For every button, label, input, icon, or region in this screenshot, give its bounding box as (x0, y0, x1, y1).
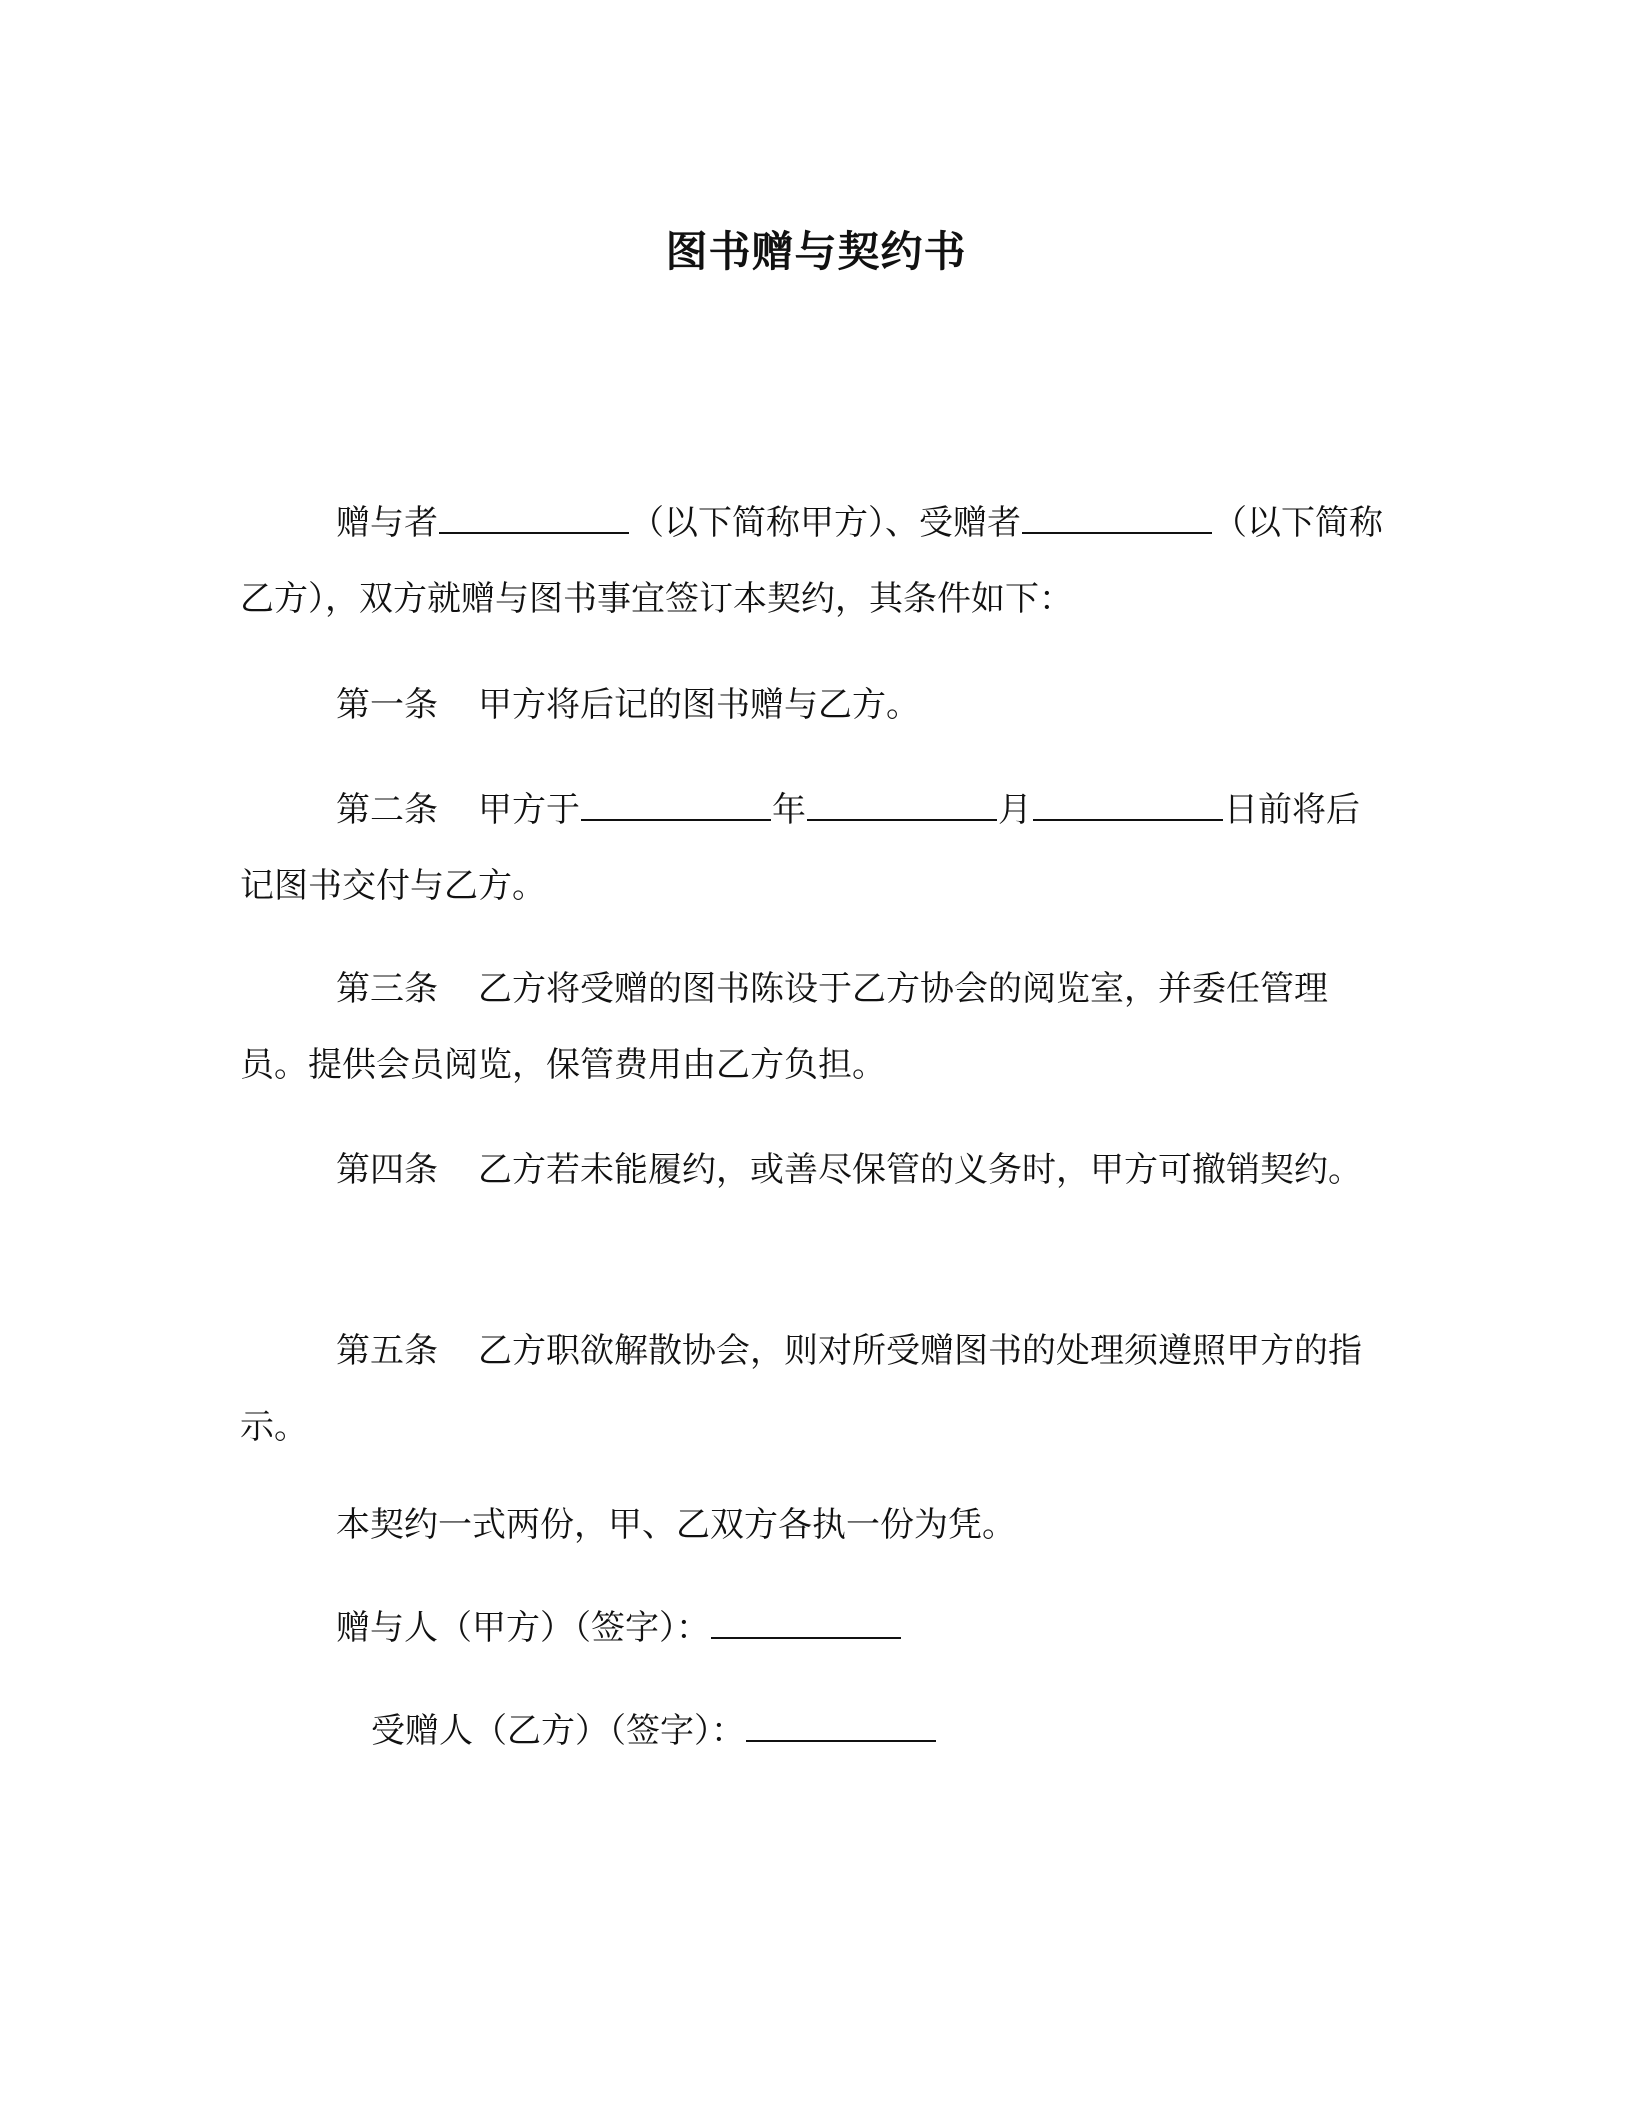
donor-signature-label: 赠与人（甲方）（签字）： (336, 1608, 710, 1648)
clause-text-b: 年 (772, 790, 806, 830)
clause-text: 乙方若未能履约，或善尽保管的义务时，甲方可撤销契约。 (478, 1150, 1362, 1190)
recipient-signature-line (371, 1693, 1517, 1769)
recipient-signature-label: 受赠人（乙方）（签字）： (371, 1711, 745, 1751)
donor-signature-line (240, 1590, 1386, 1666)
clause-5 (240, 1313, 1386, 1465)
clause-1 (240, 667, 1386, 743)
month-blank (807, 785, 997, 821)
closing-paragraph (240, 1487, 1386, 1563)
clause-3 (240, 951, 1386, 1103)
closing-text: 本契约一式两份，甲、乙双方各执一份为凭。 (336, 1505, 1016, 1545)
clause-text-a: 甲方于 (478, 790, 580, 830)
year-blank (581, 785, 771, 821)
clause-label: 第四条 (336, 1150, 438, 1190)
clause-label: 第一条 (336, 685, 438, 725)
document-title: 图书赠与契约书 (665, 227, 967, 276)
clause-label: 第五条 (336, 1331, 438, 1371)
clause-text-d: 日前将后记图书交付与乙方。 (240, 790, 1360, 906)
intro-text-3: （以下简称乙方），双方就赠与图书事宜签订本契约，其条件如下： (240, 503, 1383, 619)
clause-text: 乙方职欲解散协会，则对所受赠图书的处理须遵照甲方的指示。 (240, 1331, 1362, 1447)
clause-4 (240, 1132, 1386, 1208)
donor-signature-blank[interactable] (711, 1603, 901, 1639)
clause-text: 甲方将后记的图书赠与乙方。 (478, 685, 920, 725)
clause-label: 第三条 (336, 969, 438, 1009)
clause-text-c: 月 (998, 790, 1032, 830)
day-blank (1033, 785, 1223, 821)
recipient-signature-blank[interactable] (746, 1706, 936, 1742)
intro-paragraph (240, 485, 1386, 637)
clause-label: 第二条 (336, 790, 438, 830)
donor-name-blank (439, 498, 629, 534)
recipient-name-blank (1022, 498, 1212, 534)
intro-text-1: 赠与者 (336, 503, 438, 543)
clause-text: 乙方将受赠的图书陈设于乙方协会的阅览室，并委任管理员。提供会员阅览，保管费用由乙方负担。 (240, 969, 1328, 1085)
intro-text-2: （以下简称甲方）、受赠者 (630, 503, 1021, 543)
clause-2 (240, 772, 1386, 924)
